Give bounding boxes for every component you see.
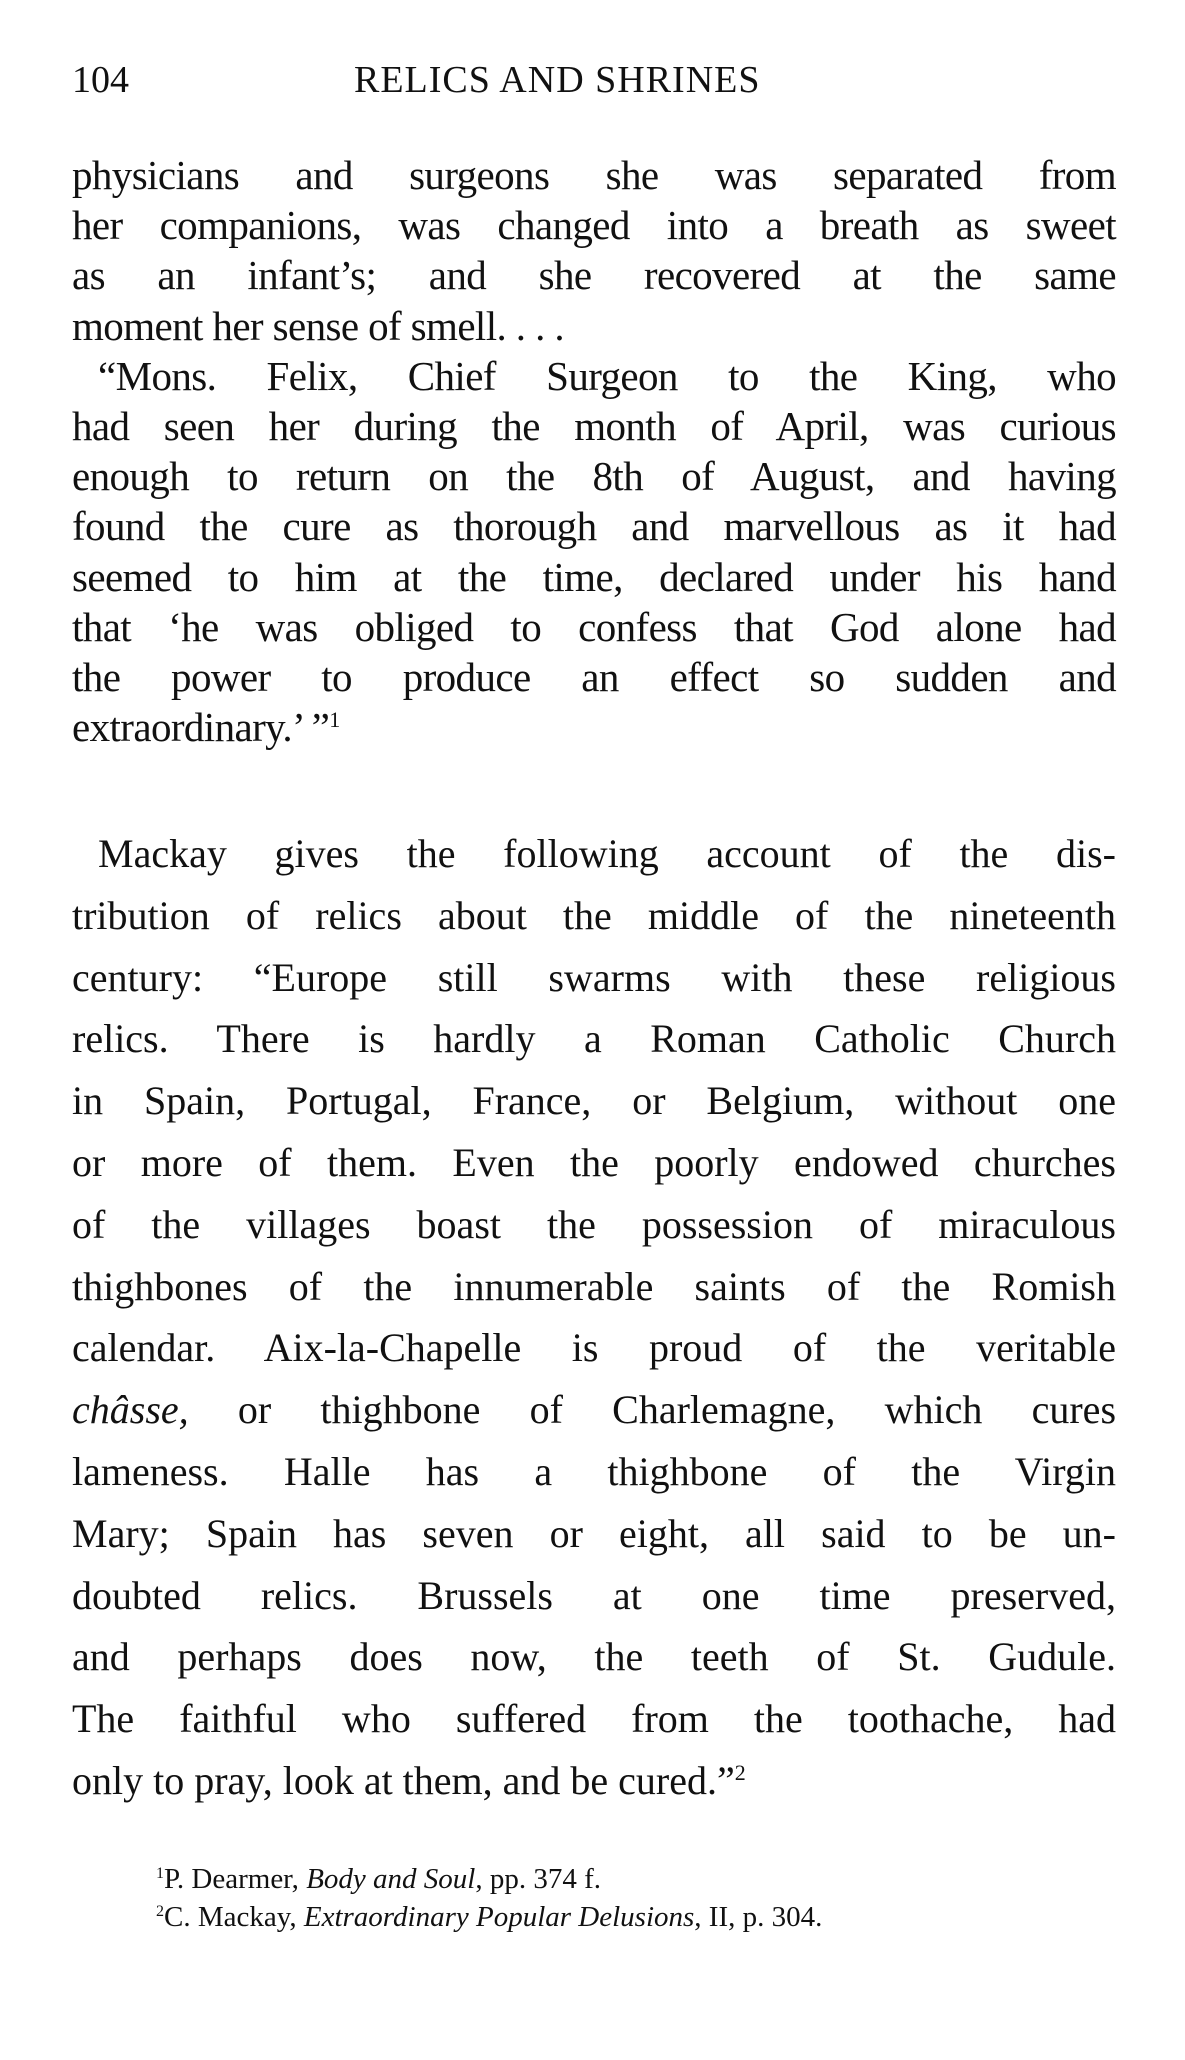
text-line: [72, 1379, 1116, 1441]
text-line: moment her sense of smell. . . .: [72, 302, 565, 349]
text-line: [72, 1750, 1116, 1812]
text-line: Mackay gives the following account of the dis-: [98, 831, 1116, 876]
text-line: had seen her during the month of April, was curious: [72, 403, 1116, 450]
paragraph-quote-continuation: [72, 150, 1116, 752]
text-line: Mary; Spain has seven or eight, all said to be un-: [72, 1510, 1116, 1556]
footnote-ref: 2: [734, 1759, 746, 1785]
text-line: “Mons. Felix, Chief Surgeon to the King, who: [98, 352, 1116, 399]
footnote-title: Body and Soul: [306, 1863, 476, 1895]
text-line: her companions, was changed into a breath as sweet: [72, 202, 1116, 249]
text-line: enough to return on the 8th of August, and having: [72, 453, 1116, 500]
text-line: calendar. Aix-la-Chapelle is proud of the veritable: [72, 1325, 1116, 1371]
page-number: 104: [72, 59, 129, 101]
text-line: of the villages boast the possession of miraculous: [72, 1201, 1116, 1247]
footnote-mark: 2: [156, 1903, 164, 1920]
footnote-author: C. Mackay,: [164, 1901, 297, 1933]
text-line: found the cure as thorough and marvellous as it had: [72, 503, 1116, 550]
text-line: in Spain, Portugal, France, or Belgium, without one: [72, 1078, 1116, 1124]
line-text: or thighbone of Charlemagne, which cures: [237, 1387, 1117, 1433]
paragraph-mackay: [72, 823, 1116, 1812]
text-line: relics. There is hardly a Roman Catholic Church: [72, 1016, 1116, 1062]
text-line: doubted relics. Brussels at one time preserved,: [72, 1572, 1116, 1618]
line-text: only to pray, look at them, and be cured.”: [72, 1757, 735, 1803]
footnotes: [156, 1860, 822, 1936]
footnote-ref: 1: [329, 707, 340, 733]
line-text: extraordinary.’ ”: [72, 704, 330, 751]
footnote-mark: 1: [156, 1865, 164, 1882]
text-line: and perhaps does now, the teeth of St. Gudule.: [72, 1634, 1116, 1680]
text-line: physicians and surgeons she was separated from: [72, 152, 1116, 198]
text-line: or more of them. Even the poorly endowed churches: [72, 1139, 1116, 1185]
footnote-rest: , II, p. 304.: [694, 1901, 823, 1933]
text-line: the power to produce an effect so sudden and: [72, 654, 1116, 701]
footnote: [156, 1860, 822, 1898]
text-line: thighbones of the innumerable saints of the Romish: [72, 1263, 1116, 1309]
text-line: [72, 702, 1116, 752]
text-line: century: “Europe still swarms with these religious: [72, 954, 1116, 1000]
footnote-author: P. Dearmer,: [164, 1863, 299, 1895]
text-line: lameness. Halle has a thighbone of the Virgin: [72, 1448, 1116, 1494]
text-line: seemed to him at the time, declared under his hand: [72, 553, 1116, 600]
text-line: The faithful who suffered from the toothache, had: [72, 1696, 1116, 1742]
footnote-rest: , pp. 374 f.: [475, 1863, 602, 1895]
footnote-title: Extraordinary Popular Delusions: [303, 1901, 695, 1933]
text-line: tribution of relics about the middle of the nineteenth: [72, 892, 1116, 938]
text-line: that ‘he was obliged to confess that God alone had: [72, 603, 1116, 650]
footnote: [156, 1898, 822, 1936]
text-line: as an infant’s; and she recovered at the same: [72, 252, 1116, 299]
running-title: RELICS AND SHRINES: [354, 59, 761, 101]
italic-word: châsse,: [72, 1387, 189, 1433]
